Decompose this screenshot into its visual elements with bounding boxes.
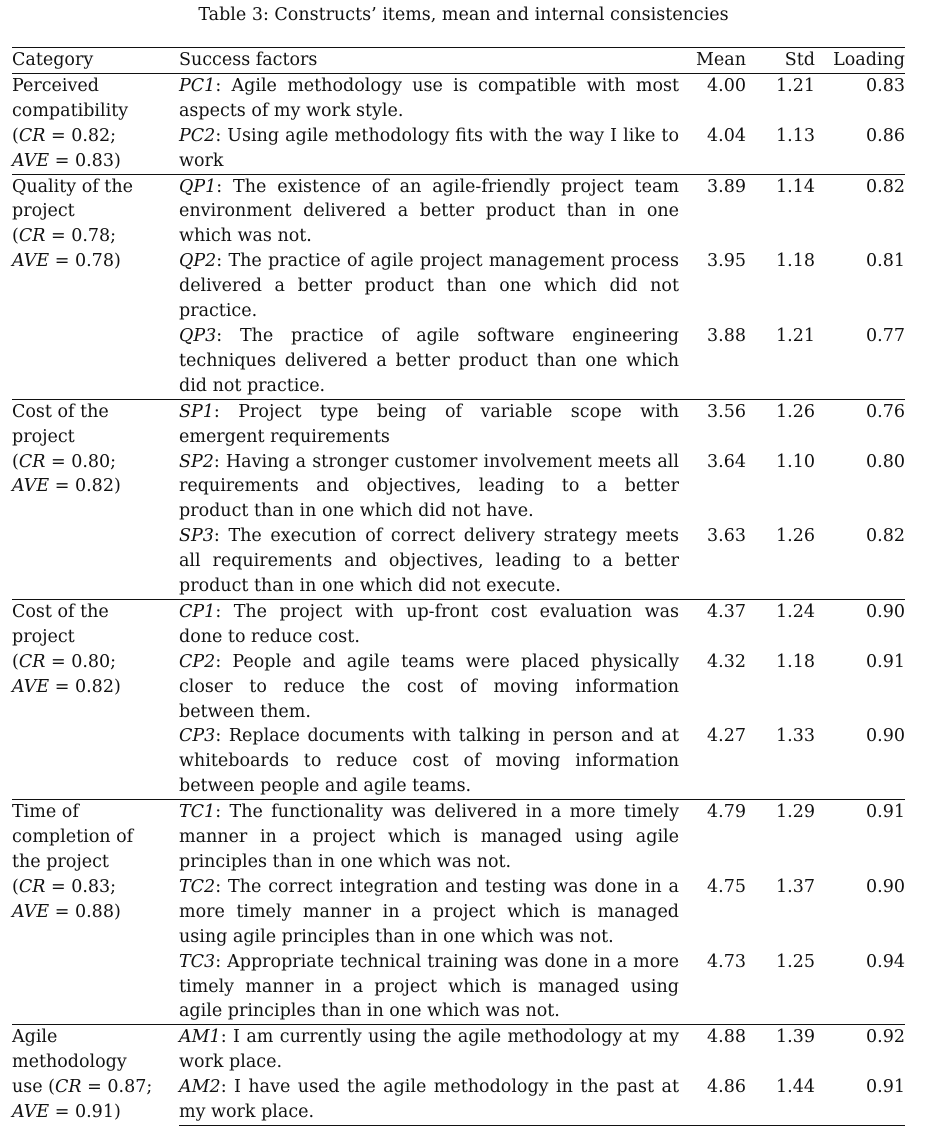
loading-value: 0.90 [866, 876, 905, 897]
category-name-line: Cost of the [12, 601, 109, 622]
cr-value: 0.83 [71, 876, 111, 897]
category-name-line: Cost of the [12, 401, 109, 422]
table-row [12, 174, 905, 249]
item-text: Using agile methodology fits with the way I like to work [179, 125, 679, 171]
item-text: The execution of correct delivery strategy meets all requirements and objectives, leading to a better product than in one which did not execute. [179, 526, 679, 597]
std-value: 1.26 [757, 399, 816, 449]
header-category: Category [12, 48, 179, 74]
success-factor-cell: TC3: Appropriate technical training was done in a more timely manner in a project which is managed using agile principles than in one which was not. [179, 951, 679, 1022]
mean-value: 3.89 [679, 174, 757, 249]
ave-value: 0.78 [74, 251, 114, 272]
cr-value: 0.80 [71, 451, 111, 472]
category-name-line: compatibility [12, 100, 129, 121]
success-factor-cell: PC2: Using agile methodology fits with the way I like to work [179, 125, 679, 171]
ave-value: 0.91 [74, 1102, 114, 1123]
table-caption: Table 3: Constructs’ items, mean and internal consistencies [198, 5, 729, 25]
loading-value: 0.94 [866, 951, 905, 972]
mean-value: 3.88 [707, 325, 746, 346]
category-name-tail: use [12, 1077, 43, 1098]
success-factor-cell: CP2: People and agile teams were placed physically closer to reduce the cost of moving information between them. [179, 651, 679, 722]
success-factor-cell: TC1: The functionality was delivered in a more timely manner in a project which is managed using agile principles than in one which was not. [179, 800, 679, 875]
item-code: SP1 [179, 401, 214, 422]
success-factor-cell: CP1: The project with up-front cost evaluation was done to reduce cost. [179, 599, 679, 649]
category-cell [12, 73, 179, 174]
mean-value: 3.56 [679, 399, 757, 449]
mean-value: 3.64 [707, 451, 746, 472]
std-value: 1.18 [776, 251, 815, 272]
success-factor-cell: SP3: The execution of correct delivery strategy meets all requirements and objectives, leading to a better product than in one which did not execute. [179, 526, 679, 597]
composite-reliability: (CR = 0.82; [12, 125, 117, 146]
loading-value: 0.86 [866, 125, 905, 146]
loading-value: 0.82 [816, 174, 905, 249]
header-mean: Mean [679, 48, 757, 74]
std-value: 1.21 [776, 75, 815, 96]
average-variance-extracted: AVE = 0.78) [12, 251, 121, 272]
mean-value: 4.27 [707, 726, 746, 747]
table-row [12, 399, 905, 449]
cr-value: 0.80 [71, 651, 111, 672]
std-value: 1.39 [757, 1025, 816, 1075]
success-factor-cell: TC2: The correct integration and testing was done in a more timely manner in a project which is managed using agile principles than in one which was not. [179, 876, 679, 947]
construct-group [12, 73, 905, 174]
ave-value: 0.83 [74, 150, 114, 171]
item-text: The functionality was delivered in a more timely manner in a project which is managed using agile principles than in one which was not. [179, 802, 679, 872]
composite-reliability: (CR = 0.83; [12, 876, 117, 897]
construct-group [12, 800, 905, 1025]
category-cell [12, 599, 179, 799]
average-variance-extracted: AVE = 0.83) [12, 150, 121, 171]
composite-reliability: (CR = 0.80; [12, 651, 117, 672]
item-text: The practice of agile software engineering techniques delivered a better product than one which did not practice. [179, 325, 679, 396]
category-cell [12, 174, 179, 399]
item-text: People and agile teams were placed physically closer to reduce the cost of moving information between them. [179, 651, 679, 722]
item-text: Project type being of variable scope with emergent requirements [179, 401, 679, 447]
table-row [12, 1025, 905, 1075]
item-code: AM2 [179, 1077, 221, 1098]
mean-value: 4.00 [707, 75, 746, 96]
category-name-line: Agile [12, 1027, 58, 1048]
loading-value: 0.90 [866, 726, 905, 747]
mean-value: 4.75 [707, 876, 746, 897]
item-code: SP2 [179, 451, 214, 472]
category-cell [12, 800, 179, 1025]
cr-value: 0.78 [71, 226, 111, 247]
mean-value: 3.95 [707, 251, 746, 272]
std-value: 1.14 [757, 174, 816, 249]
average-variance-extracted: AVE = 0.91) [12, 1102, 121, 1123]
loading-value: 0.91 [816, 1075, 905, 1125]
mean-value: 4.32 [707, 651, 746, 672]
std-value: 1.25 [776, 951, 815, 972]
loading-value: 0.92 [816, 1025, 905, 1075]
item-text: Replace documents with talking in person and at whiteboards to reduce cost of moving information between people and agile teams. [179, 726, 679, 797]
item-code: SP3 [179, 526, 214, 547]
mean-value: 4.79 [679, 800, 757, 875]
table-row [12, 599, 905, 649]
item-code: PC1 [179, 75, 216, 96]
loading-value: 0.77 [866, 325, 905, 346]
success-factor-cell: CP3: Replace documents with talking in person and at whiteboards to reduce cost of moving information between people and agile teams. [179, 726, 679, 797]
constructs-table [12, 47, 905, 1126]
ave-value: 0.82 [74, 476, 114, 497]
table-row [12, 73, 905, 123]
item-text: The project with up-front cost evaluation was done to reduce cost. [179, 601, 679, 647]
composite-reliability: use (CR = 0.87; [12, 1077, 153, 1098]
success-factor-cell: SP1: Project type being of variable scope with emergent requirements [179, 399, 679, 449]
loading-value: 0.76 [816, 399, 905, 449]
success-factor-cell: QP1: The existence of an agile-friendly project team environment delivered a better product than in one which was not. [179, 174, 679, 249]
success-factor-cell: AM2: I have used the agile methodology in the past at my work place. [179, 1075, 679, 1125]
construct-group [12, 599, 905, 799]
header-row [12, 48, 905, 74]
success-factor-cell: SP2: Having a stronger customer involvement meets all requirements and objectives, leading to a better product than in one which did not have. [179, 451, 679, 522]
item-text: The practice of agile project management process delivered a better product than one which did not practice. [179, 251, 679, 322]
cr-value: 0.82 [71, 125, 111, 146]
construct-group [12, 1025, 905, 1126]
item-text: Having a stronger customer involvement meets all requirements and objectives, leading to a better product than in one which did not have. [179, 451, 679, 522]
construct-group [12, 399, 905, 599]
item-code: PC2 [179, 125, 216, 146]
category-name-line: the project [12, 852, 109, 872]
category-name-line: project [12, 201, 75, 222]
item-text: I have used the agile methodology in the past at my work place. [179, 1077, 679, 1123]
std-value: 1.21 [776, 325, 815, 346]
item-code: TC3 [179, 951, 216, 972]
success-factor-cell: PC1: Agile methodology use is compatible with most aspects of my work style. [179, 75, 679, 121]
item-text: Agile methodology use is compatible with most aspects of my work style. [179, 75, 679, 121]
std-value: 1.10 [776, 451, 815, 472]
category-name-line: Perceived [12, 75, 99, 96]
std-value: 1.13 [776, 125, 815, 146]
category-name-line: completion of [12, 827, 134, 848]
mean-value: 4.37 [679, 599, 757, 649]
loading-value: 0.80 [866, 451, 905, 472]
header-loading: Loading [816, 48, 905, 74]
item-code: CP1 [179, 601, 216, 622]
ave-value: 0.82 [74, 676, 114, 697]
average-variance-extracted: AVE = 0.88) [12, 901, 121, 922]
item-code: QP2 [179, 251, 217, 272]
item-code: AM1 [179, 1027, 221, 1048]
table-row [12, 800, 905, 875]
construct-group [12, 174, 905, 399]
loading-value: 0.83 [866, 75, 905, 96]
category-name-line: methodology [12, 1052, 127, 1073]
std-value: 1.24 [757, 599, 816, 649]
std-value: 1.33 [776, 726, 815, 747]
ave-value: 0.88 [74, 901, 114, 922]
cr-value: 0.87 [107, 1077, 147, 1098]
loading-value: 0.91 [816, 800, 905, 875]
std-value: 1.29 [757, 800, 816, 875]
mean-value: 3.63 [707, 526, 746, 547]
category-cell [12, 1025, 179, 1126]
category-name-line: Quality of the [12, 176, 133, 197]
std-value: 1.18 [776, 651, 815, 672]
std-value: 1.26 [776, 526, 815, 547]
item-code: TC2 [179, 876, 216, 897]
item-code: QP3 [179, 325, 217, 346]
loading-value: 0.90 [816, 599, 905, 649]
loading-value: 0.81 [866, 251, 905, 272]
success-factor-cell: QP2: The practice of agile project management process delivered a better product than one which did not practice. [179, 251, 679, 322]
item-code: CP3 [179, 726, 216, 747]
success-factor-cell: AM1: I am currently using the agile methodology at my work place. [179, 1025, 679, 1075]
mean-value: 4.88 [679, 1025, 757, 1075]
composite-reliability: (CR = 0.78; [12, 226, 117, 247]
loading-value: 0.82 [866, 526, 905, 547]
mean-value: 4.86 [679, 1075, 757, 1125]
item-code: TC1 [179, 802, 216, 823]
category-name-line: project [12, 426, 75, 447]
average-variance-extracted: AVE = 0.82) [12, 676, 121, 697]
std-value: 1.37 [776, 876, 815, 897]
category-cell [12, 399, 179, 599]
success-factor-cell: QP3: The practice of agile software engineering techniques delivered a better product than one which did not practice. [179, 325, 679, 396]
loading-value: 0.91 [866, 651, 905, 672]
mean-value: 4.04 [707, 125, 746, 146]
header-success-factors: Success factors [179, 48, 679, 74]
category-name-line: project [12, 626, 75, 647]
item-text: The correct integration and testing was done in a more timely manner in a project which is managed using agile principles than in one which was not. [179, 876, 679, 947]
item-text: Appropriate technical training was done in a more timely manner in a project which is managed using agile principles than in one which was not. [179, 951, 679, 1022]
average-variance-extracted: AVE = 0.82) [12, 476, 121, 497]
header-std: Std [757, 48, 816, 74]
item-text: I am currently using the agile methodology at my work place. [179, 1027, 679, 1073]
std-value: 1.44 [757, 1075, 816, 1125]
item-text: The existence of an agile-friendly project team environment delivered a better product than in one which was not. [179, 176, 679, 247]
item-code: CP2 [179, 651, 216, 672]
item-code: QP1 [179, 176, 217, 197]
composite-reliability: (CR = 0.80; [12, 451, 117, 472]
category-name-line: Time of [12, 802, 79, 823]
mean-value: 4.73 [707, 951, 746, 972]
